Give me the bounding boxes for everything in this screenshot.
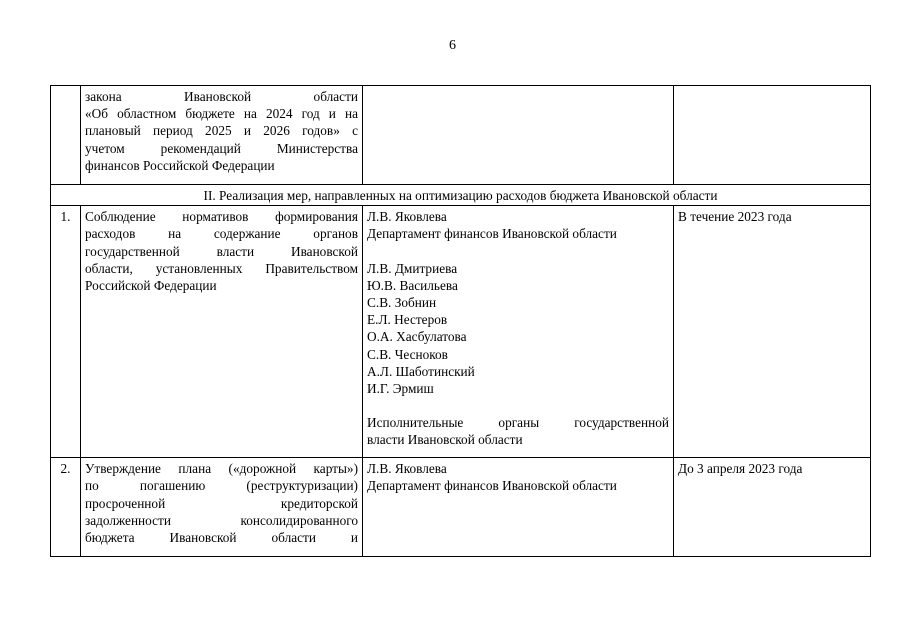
- description-line: финансов Российской Федерации: [85, 157, 275, 173]
- responsible-person: С.В. Зобнин: [367, 295, 437, 311]
- lead-department: Департамент финансов Ивановской области: [367, 478, 617, 494]
- carryover-description: [81, 86, 363, 185]
- description-line: расходов на содержание органов: [85, 226, 358, 242]
- description-line: плановый период 2025 и 2026 годов» с: [85, 123, 358, 139]
- row-number: 2.: [51, 458, 81, 557]
- description-line: закона Ивановской области: [85, 89, 358, 104]
- lead-person: Л.В. Яковлева: [367, 461, 447, 477]
- row-responsible: [363, 206, 674, 458]
- description-line: Утверждение плана («дорожной карты»): [85, 461, 358, 477]
- description-line: государственной власти Ивановской: [85, 243, 358, 259]
- table-row-carryover: [51, 86, 871, 185]
- description-line: просроченной кредиторской: [85, 495, 358, 511]
- responsible-person: И.Г. Эрмиш: [367, 381, 434, 397]
- carryover-responsible-cell: [363, 86, 674, 185]
- row-number: 1.: [51, 206, 81, 458]
- table-row: [51, 458, 871, 557]
- responsible-person: О.А. Хасбулатова: [367, 329, 467, 345]
- description-line: по погашению (реструктуризации): [85, 478, 358, 494]
- table-row: [51, 206, 871, 458]
- description-line: учетом рекомендаций Министерства: [85, 140, 358, 156]
- responsible-person: Е.Л. Нестеров: [367, 312, 448, 328]
- action-plan-table: [50, 85, 871, 557]
- page-number: 6: [449, 38, 456, 53]
- description-line: бюджета Ивановской области и: [85, 530, 358, 546]
- other-responsible-line: власти Ивановской области: [367, 432, 523, 448]
- section-header-row: [51, 185, 871, 206]
- description-line: области, установленных Правительством: [85, 260, 358, 276]
- row-description: [81, 458, 363, 557]
- row-deadline: До 3 апреля 2023 года: [674, 458, 871, 557]
- lead-department: Департамент финансов Ивановской области: [367, 226, 617, 242]
- lead-person: Л.В. Яковлева: [367, 209, 447, 225]
- section-title: II. Реализация мер, направленных на оптимизацию расходов бюджета Ивановской области: [51, 185, 871, 206]
- description-line: задолженности консолидированного: [85, 512, 358, 528]
- responsible-person: Ю.В. Васильева: [367, 277, 458, 293]
- responsible-person: Л.В. Дмитриева: [367, 260, 458, 276]
- responsible-person: С.В. Чесноков: [367, 346, 448, 362]
- description-line: Соблюдение нормативов формирования: [85, 209, 358, 225]
- description-line: «Об областном бюджете на 2024 год и на: [85, 106, 358, 122]
- description-line: Российской Федерации: [85, 278, 217, 294]
- other-responsible-line: Исполнительные органы государственной: [367, 415, 669, 431]
- row-deadline: В течение 2023 года: [674, 206, 871, 458]
- responsible-person: А.Л. Шаботинский: [367, 363, 475, 379]
- carryover-number-cell: [51, 86, 81, 185]
- row-responsible: [363, 458, 674, 557]
- row-description: [81, 206, 363, 458]
- carryover-deadline-cell: [674, 86, 871, 185]
